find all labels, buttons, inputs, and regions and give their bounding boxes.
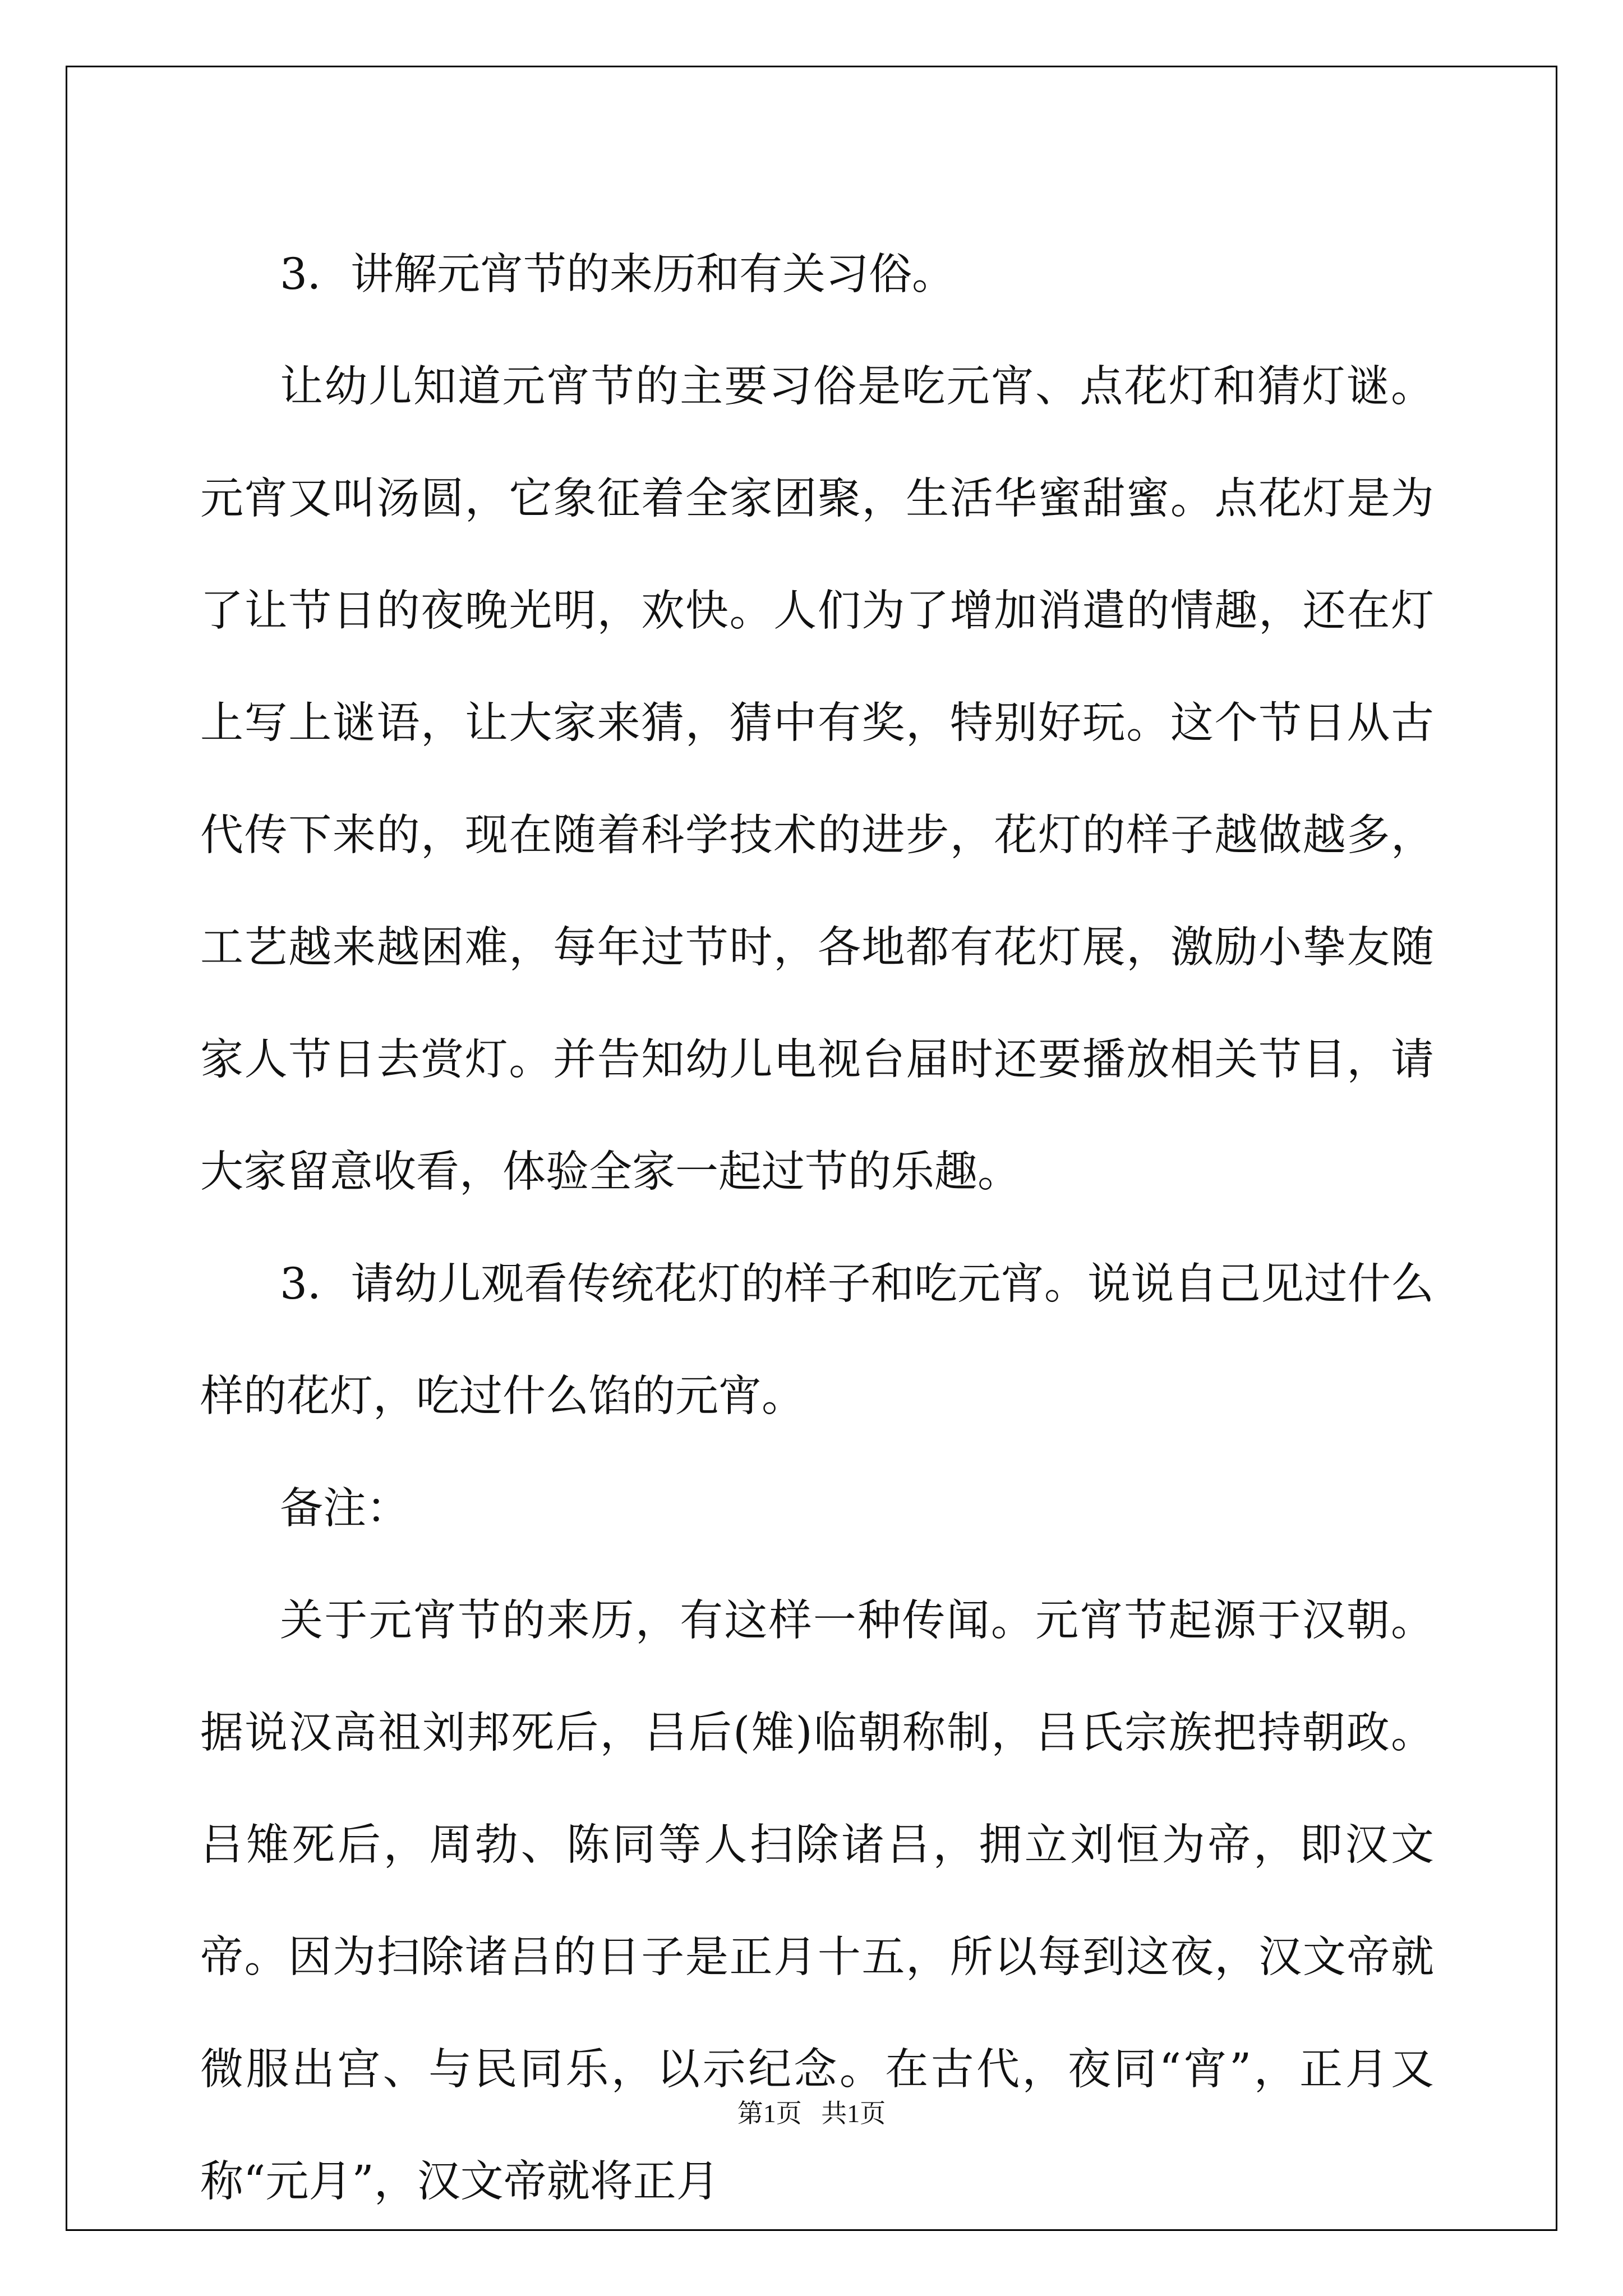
document-body xyxy=(200,219,1434,2238)
paragraph-notes-heading: 备注： xyxy=(280,1484,409,1534)
paragraph-customs: 让幼儿知道元宵节的主要习俗是吃元宵、点花灯和猜灯谜。元宵又叫汤圆，它象征着全家团聚，生活华蜜甜蜜。点花灯是为了让节日的夜晚光明，欢快。人们为了增加消遣的情趣，还在灯上写上谜语，让大家来猜，猜中有奖，特别好玩。这个节日从古代传下来的，现在随着科学技术的进步，花灯的样子越做越多，工艺越来越困难，每年过节时，各地都有花灯展，激励小挚友随家人节日去赏灯。并告知幼儿电视台届时还要播放相关节目，请大家留意收看，体验全家一起过节的乐趣。 xyxy=(200,362,1434,1197)
paragraph-section-3-activity: 3．请幼儿观看传统花灯的样子和吃元宵。说说自己见过什么样的花灯，吃过什么馅的元宵。 xyxy=(200,1259,1434,1421)
page-footer xyxy=(0,2097,1623,2131)
paragraph-origin-legend: 关于元宵节的来历，有这样一种传闻。元宵节起源于汉朝。据说汉高祖刘邦死后，吕后(雉)临朝称制，吕氏宗族把持朝政。吕雉死后，周勃、陈同等人扫除诸吕，拥立刘恒为帝，即汉文帝。因为扫除诸吕的日子是正月十五，所以每到这夜，汉文帝就微服出宫、与民同乐，以示纪念。在古代，夜同“宵”，正月又称“元月”，汉文帝就将正月 xyxy=(200,1596,1434,2207)
paragraph-section-3-heading: 3．讲解元宵节的来历和有关习俗。 xyxy=(280,250,955,300)
page-total: 共1页 xyxy=(821,2099,886,2128)
page-number: 第1页 xyxy=(737,2099,802,2128)
